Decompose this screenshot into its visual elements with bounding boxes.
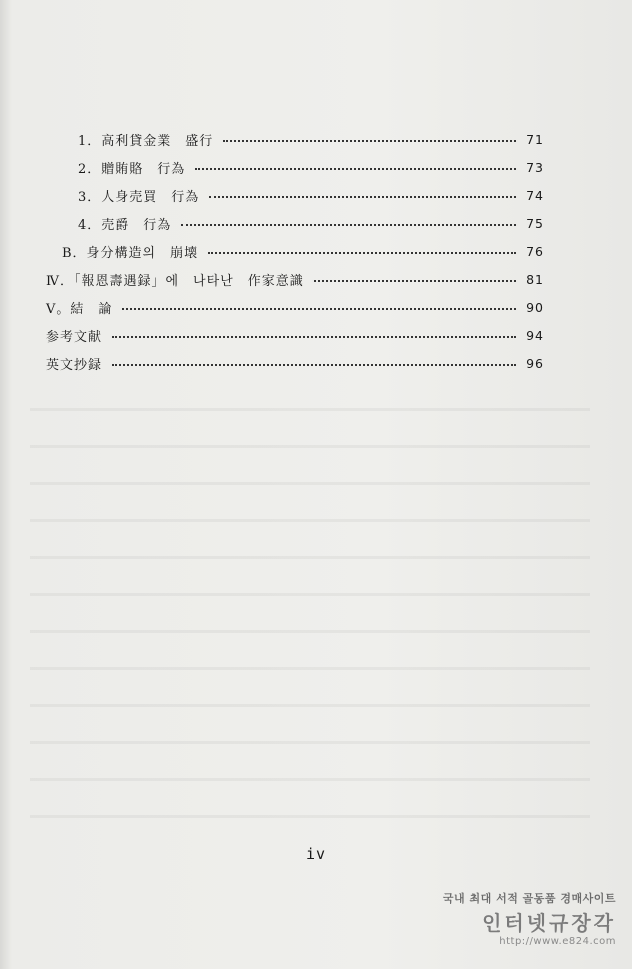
bleed-through-text [30, 380, 590, 850]
toc-entry-label: 1．高利貸金業 盛行 [78, 133, 214, 149]
toc-entry [46, 352, 544, 374]
toc-entry-label: 参考文献 [46, 329, 103, 345]
toc-leader-dots [112, 336, 516, 338]
toc-leader-dots [122, 308, 516, 310]
toc-entry [78, 156, 544, 178]
toc-entry-label: 3．人身売買 行為 [78, 189, 200, 205]
toc-leader-dots [314, 280, 516, 282]
toc-entry-page: 96 [526, 355, 544, 371]
toc-entry-page: 76 [526, 243, 544, 259]
toc-entry [46, 296, 544, 318]
toc-entry [62, 240, 544, 262]
site-watermark [443, 890, 616, 947]
page-number: iv [305, 845, 327, 863]
watermark-tagline: 국내 최대 서적 골동품 경매사이트 [442, 892, 616, 905]
toc-leader-dots [195, 168, 516, 170]
toc-leader-dots [181, 224, 516, 226]
toc-entry-page: 90 [526, 299, 544, 315]
toc-entry-page: 81 [526, 271, 544, 287]
toc-entry-page: 73 [526, 159, 544, 175]
toc-entry [78, 128, 544, 150]
toc-entry-label: Ⅳ．「報恩壽遇録」에 나타난 作家意識 [46, 273, 304, 289]
toc-entry-label: 英文抄録 [46, 357, 103, 373]
toc-leader-dots [209, 196, 516, 198]
toc-entry-label: 2．贈賄賂 行為 [78, 161, 186, 177]
toc-leader-dots [223, 140, 516, 142]
toc-entry-label: B．身分構造의 崩壊 [62, 245, 199, 261]
toc-entry [78, 212, 544, 234]
toc-entry-page: 71 [526, 131, 544, 147]
toc-entry [46, 324, 544, 346]
toc-leader-dots [112, 364, 516, 366]
toc-entry-label: 4．売爵 行為 [78, 217, 172, 233]
toc-leader-dots [208, 252, 516, 254]
toc-entry [46, 268, 544, 290]
toc-entry-page: 74 [526, 187, 544, 203]
toc-entry-page: 94 [526, 327, 544, 343]
toc-entry [78, 184, 544, 206]
watermark-site-name: 인터넷규장각 [482, 911, 616, 935]
toc-entry-label: Ⅴ。結 論 [46, 301, 113, 317]
toc-entry-page: 75 [526, 215, 544, 231]
watermark-url: http://www.e824.com [499, 936, 616, 947]
